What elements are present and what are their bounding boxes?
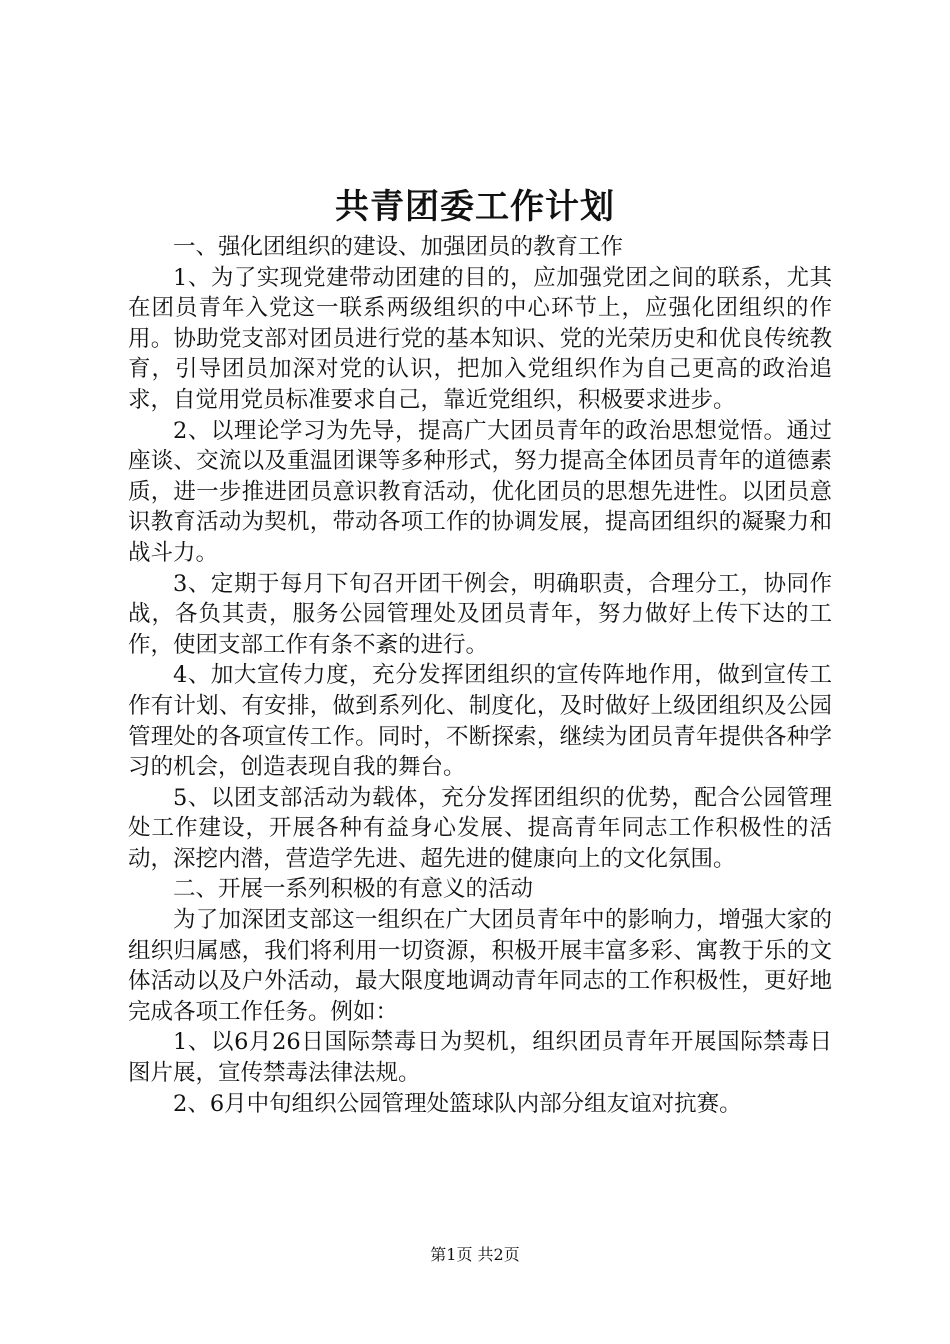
paragraph-item-4: 4、加大宣传力度，充分发挥团组织的宣传阵地作用，做到宣传工作有计划、有安排，做到系列化、制度化，及时做好上级团组织及公园管理处的各项宣传工作。同时，不断探索，继续为团员青年提供各种学习的机会，创造表现自我的舞台。 bbox=[128, 662, 832, 781]
document-title: 共青团委工作计划 bbox=[335, 187, 615, 227]
paragraph-item-1: 1、为了实现党建带动团建的目的，应加强党团之间的联系，尤其在团员青年入党这一联系两级组织的中心环节上，应强化团组织的作用。协助党支部对团员进行党的基本知识、党的光荣历史和优良传统教育，引导团员加深对党的认识，把加入党组织作为自己更高的政治追求，自觉用党员标准要求自己，靠近党组织，积极要求进步。 bbox=[128, 264, 832, 413]
section-heading-1: 一、强化团组织的建设、加强团员的教育工作 bbox=[173, 234, 624, 260]
paragraph-intro: 为了加深团支部这一组织在广大团员青年中的影响力，增强大家的组织归属感，我们将利用一切资源，积极开展丰富多彩、寓教于乐的文体活动以及户外活动，最大限度地调动青年同志的工作积极性，更好地完成各项工作任务。例如： bbox=[128, 907, 832, 1025]
document-body bbox=[128, 232, 832, 1119]
paragraph-item-2: 2、以理论学习为先导，提高广大团员青年的政治思想觉悟。通过座谈、交流以及重温团课等多种形式，努力提高全体团员青年的道德素质，进一步推进团员意识教育活动，优化团员的思想先进性。以团员意识教育活动为契机，带动各项工作的协调发展，提高团组织的凝聚力和战斗力。 bbox=[128, 417, 832, 566]
activity-item-1: 1、以6月26日国际禁毒日为契机，组织团员青年开展国际禁毒日图片展，宣传禁毒法律法规。 bbox=[128, 1029, 832, 1087]
paragraph-item-3: 3、定期于每月下旬召开团干例会，明确职责，合理分工，协同作战，各负其责，服务公园管理处及团员青年，努力做好上传下达的工作，使团支部工作有条不紊的进行。 bbox=[128, 570, 832, 658]
page-footer: 第1页 共2页 bbox=[430, 1245, 520, 1264]
activity-item-2: 2、6月中旬组织公园管理处篮球队内部分组友谊对抗赛。 bbox=[173, 1090, 742, 1117]
section-heading-2: 二、开展一系列积极的有意义的活动 bbox=[173, 876, 534, 903]
paragraph-item-5: 5、以团支部活动为载体，充分发挥团组织的优势，配合公园管理处工作建设，开展各种有益身心发展、提高青年同志工作积极性的活动，深挖内潜，营造学先进、超先进的健康向上的文化氛围。 bbox=[128, 784, 832, 872]
